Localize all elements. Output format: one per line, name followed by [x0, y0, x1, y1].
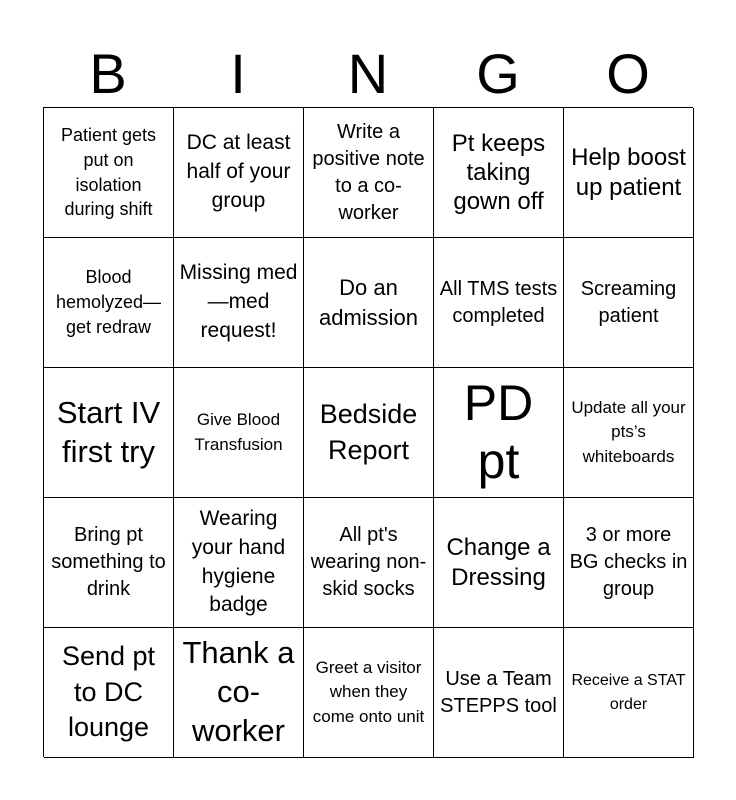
header-letter-b: B: [89, 42, 127, 105]
bingo-card-grid: [43, 107, 693, 757]
bingo-header: [43, 40, 693, 108]
bingo-cell-r1-c4[interactable]: Pt keeps taking gown off: [434, 108, 564, 238]
bingo-cell-r4-c5[interactable]: 3 or more BG checks in group: [564, 498, 694, 628]
bingo-cell-r2-c1[interactable]: Blood hemolyzed—get redraw: [44, 238, 174, 368]
bingo-cell-r3-c2[interactable]: Give Blood Transfusion: [174, 368, 304, 498]
bingo-cell-r3-c3[interactable]: Bedside Report: [304, 368, 434, 498]
bingo-cell-r4-c2[interactable]: Wearing your hand hygiene badge: [174, 498, 304, 628]
bingo-cell-r4-c4[interactable]: Change a Dressing: [434, 498, 564, 628]
header-letter-o: O: [606, 42, 650, 105]
header-letter-n: N: [347, 42, 389, 105]
bingo-cell-r5-c5[interactable]: Receive a STAT order: [564, 628, 694, 758]
bingo-cell-r1-c3[interactable]: Write a positive note to a co-worker: [304, 108, 434, 238]
bingo-cell-r5-c1[interactable]: Send pt to DC lounge: [44, 628, 174, 758]
bingo-cell-r1-c1[interactable]: Patient gets put on isolation during shift: [44, 108, 174, 238]
bingo-cell-r1-c2[interactable]: DC at least half of your group: [174, 108, 304, 238]
bingo-cell-r5-c3[interactable]: Greet a visitor when they come onto unit: [304, 628, 434, 758]
bingo-cell-r5-c2[interactable]: Thank a co-worker: [174, 628, 304, 758]
bingo-cell-r2-c5[interactable]: Screaming patient: [564, 238, 694, 368]
header-letter-i: I: [230, 42, 246, 105]
bingo-cell-r2-c3[interactable]: Do an admission: [304, 238, 434, 368]
bingo-cell-r5-c4[interactable]: Use a Team STEPPS tool: [434, 628, 564, 758]
bingo-cell-r3-c5[interactable]: Update all your pts’s whiteboards: [564, 368, 694, 498]
bingo-cell-r3-c4[interactable]: PD pt: [434, 368, 564, 498]
bingo-cell-r1-c5[interactable]: Help boost up patient: [564, 108, 694, 238]
bingo-cell-r4-c3[interactable]: All pt's wearing non-skid socks: [304, 498, 434, 628]
bingo-cell-r2-c4[interactable]: All TMS tests completed: [434, 238, 564, 368]
bingo-cell-r4-c1[interactable]: Bring pt something to drink: [44, 498, 174, 628]
header-letter-g: G: [476, 42, 520, 105]
bingo-cell-r2-c2[interactable]: Missing med—med request!: [174, 238, 304, 368]
bingo-cell-r3-c1[interactable]: Start IV first try: [44, 368, 174, 498]
